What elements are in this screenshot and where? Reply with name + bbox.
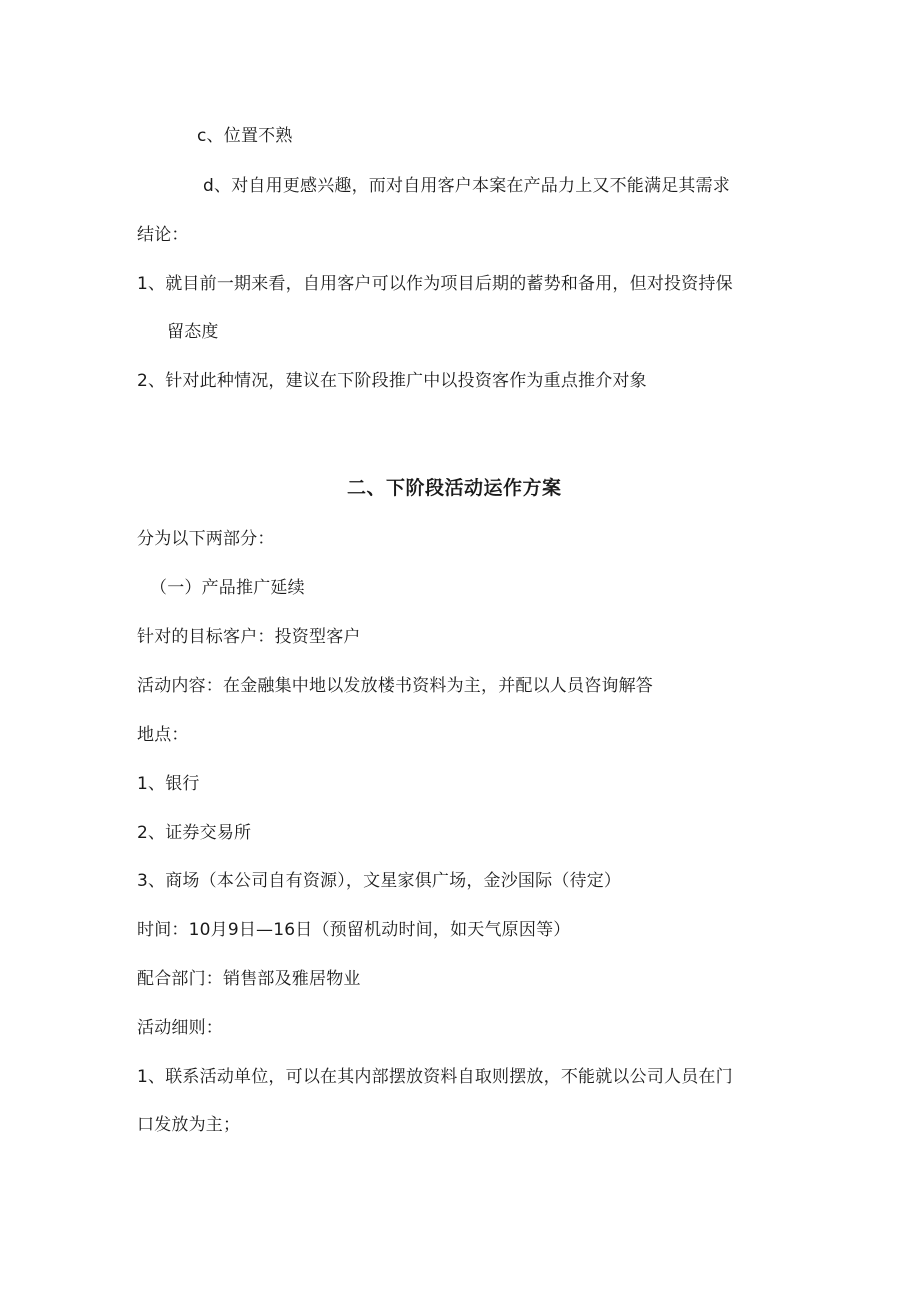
conclusion-item-1: 1、就目前一期来看，自用客户可以作为项目后期的蓄势和备用，但对投资持保 <box>137 274 733 294</box>
text-line-d: d、对自用更感兴趣，而对自用客户本案在产品力上又不能满足其需求 <box>203 176 730 196</box>
target-customer: 针对的目标客户：投资型客户 <box>137 627 361 647</box>
details-label: 活动细则： <box>137 1018 223 1038</box>
section-heading: 二、下阶段活动运作方案 <box>347 477 562 499</box>
conclusion-item-2: 2、针对此种情况，建议在下阶段推广中以投资客作为重点推介对象 <box>137 371 647 391</box>
location-label: 地点： <box>137 725 189 745</box>
conclusion-item-1-cont: 留态度 <box>167 322 219 342</box>
details-item-1-cont: 口发放为主； <box>137 1115 241 1135</box>
location-item-2: 2、证券交易所 <box>137 823 252 843</box>
text-line-c: c、位置不熟 <box>197 126 293 146</box>
location-item-3: 3、商场（本公司自有资源），文星家俱广场，金沙国际（待定） <box>137 871 622 891</box>
section-intro: 分为以下两部分： <box>137 529 275 549</box>
location-item-1: 1、银行 <box>137 774 200 794</box>
details-item-1: 1、联系活动单位，可以在其内部摆放资料自取则摆放，不能就以公司人员在门 <box>137 1067 733 1087</box>
activity-content: 活动内容：在金融集中地以发放楼书资料为主，并配以人员咨询解答 <box>137 676 653 696</box>
subsection-title: （一）产品推广延续 <box>150 578 305 598</box>
conclusion-label: 结论： <box>137 225 189 245</box>
departments-line: 配合部门：销售部及雅居物业 <box>137 969 361 989</box>
time-line: 时间：10月9日—16日（预留机动时间，如天气原因等） <box>137 920 571 940</box>
